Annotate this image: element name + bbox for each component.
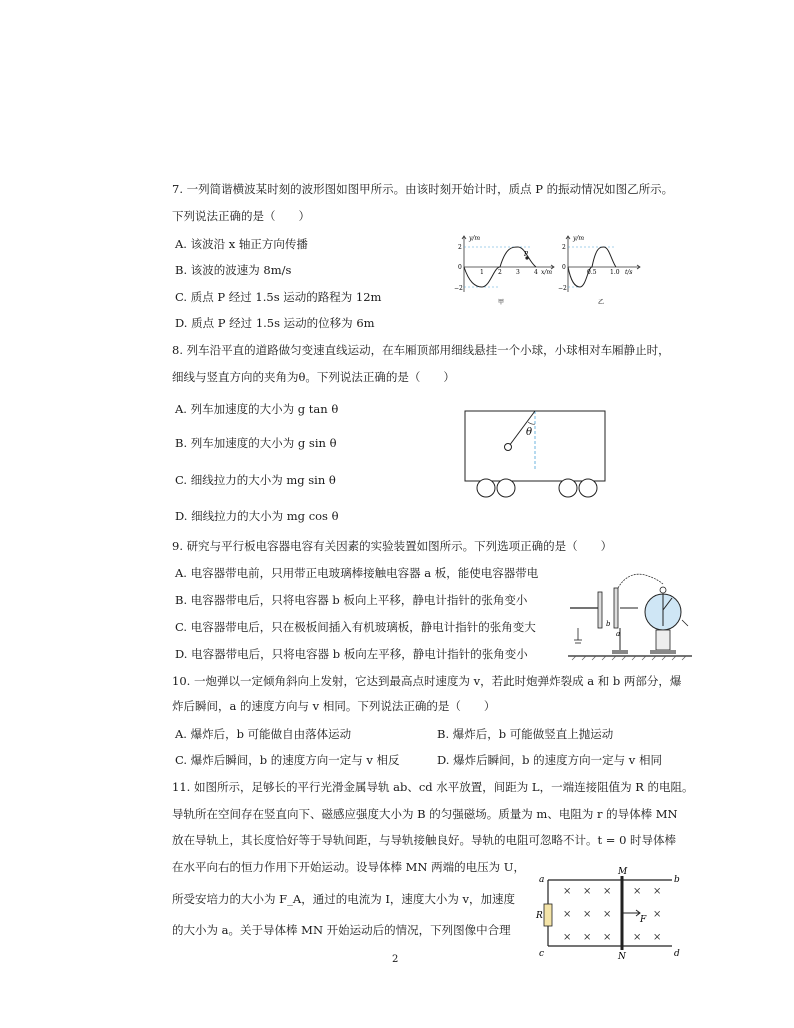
q7-yi-ytick-zero: 0 <box>562 264 566 271</box>
page-number: 2 <box>392 954 399 965</box>
q7-jia-xtick-1: 1 <box>480 269 484 276</box>
q11-stem-line-4: 在水平向右的恒力作用下开始运动。设导体棒 MN 两端的电压为 U， <box>172 860 525 874</box>
q7-jia-xlabel: x/m <box>541 269 553 276</box>
q7-option-c: C. 质点 P 经过 1.5s 运动的路程为 12m <box>175 290 382 304</box>
q9-option-d: D. 电容器带电后，只将电容器 b 板向左平移，静电计指针的张角变小 <box>175 647 528 661</box>
q7-jia-xtick-3: 3 <box>516 269 520 276</box>
field-cross-r2c1: × <box>563 909 572 920</box>
q8-angle-label: θ <box>526 427 533 438</box>
q11-stem-line-3: 放在导轨上，其长度恰好等于导轨间距，与导轨接触良好。导轨的电阻可忽略不计。t = 0 时导体棒 <box>172 833 677 847</box>
q9-option-b: B. 电容器带电后，只将电容器 b 板向上平移，静电计指针的张角变小 <box>175 593 528 607</box>
q10-stem-line-2: 炸后瞬间，a 的速度方向与 v 相同。下列说法正确的是（ ） <box>172 699 496 713</box>
q7-jia-xtick-2: 2 <box>498 269 502 276</box>
q8-train-car-figure <box>464 410 606 500</box>
q11-label-d: d <box>674 949 680 959</box>
q7-jia-xtick-4: 4 <box>534 269 538 276</box>
q7-yi-caption: 乙 <box>598 299 605 306</box>
q11-rail-circuit-figure <box>536 866 686 960</box>
field-cross-r2c5: × <box>653 909 662 920</box>
q7-jia-ytick-bottom: −2 <box>454 285 463 292</box>
q9-plate-b-label: b <box>606 620 611 628</box>
field-cross-r3c4: × <box>633 932 642 943</box>
field-cross-r2c2: × <box>583 909 592 920</box>
q7-yi-ytick-top: 2 <box>562 244 566 251</box>
field-cross-r1c1: × <box>563 886 572 897</box>
q7-option-b: B. 该波的波速为 8m/s <box>175 263 292 277</box>
q7-jia-ytick-zero: 0 <box>458 264 462 271</box>
q7-stem-line-2: 下列说法正确的是（ ） <box>172 209 310 223</box>
q7-figure-yi <box>556 232 646 310</box>
q7-yi-ylabel: y/m <box>573 235 585 242</box>
field-cross-r1c4: × <box>633 886 642 897</box>
q9-capacitor-electrometer-figure <box>568 566 692 660</box>
q11-label-f: F <box>640 915 647 925</box>
q8-option-a: A. 列车加速度的大小为 g tan θ <box>175 402 339 416</box>
q11-label-c: c <box>539 949 545 959</box>
q9-plate-a-label: a <box>616 630 621 638</box>
q9-option-c: C. 电容器带电后，只在极板间插入有机玻璃板，静电计指针的张角变大 <box>175 620 536 634</box>
q7-figure-jia <box>450 232 560 310</box>
field-cross-r1c5: × <box>653 886 662 897</box>
field-cross-r3c2: × <box>583 932 592 943</box>
q8-stem-line-2: 细线与竖直方向的夹角为θ。下列说法正确的是（ ） <box>172 370 455 384</box>
q7-yi-xlabel: t/s <box>625 269 633 276</box>
q7-jia-point-label: P <box>524 251 529 258</box>
q9-option-a: A. 电容器带电前，只用带正电玻璃棒接触电容器 a 板，能使电容器带电 <box>175 566 539 580</box>
q8-option-c: C. 细线拉力的大小为 mg sin θ <box>175 473 336 487</box>
q8-option-d: D. 细线拉力的大小为 mg cos θ <box>175 509 339 523</box>
q7-yi-xtick-1: 0.5 <box>587 269 597 276</box>
q7-option-d: D. 质点 P 经过 1.5s 运动的位移为 6m <box>175 316 375 330</box>
q11-stem-line-5: 所受安培力的大小为 F_A，通过的电流为 I，速度大小为 v，加速度 <box>172 892 516 906</box>
q9-stem-line-1: 9. 研究与平行板电容器电容有关因素的实验装置如图所示。下列选项正确的是（ ） <box>172 539 613 553</box>
q10-stem-line-1: 10. 一炮弹以一定倾角斜向上发射，它达到最高点时速度为 v，若此时炮弹炸裂成 a 和 b 两部分，爆 <box>172 674 682 688</box>
q11-label-n: N <box>618 952 626 962</box>
q7-jia-ytick-top: 2 <box>458 244 462 251</box>
q8-stem-line-1: 8. 列车沿平直的道路做匀变速直线运动，在车厢顶部用细线悬挂一个小球，小球相对车厢静止时， <box>172 343 670 357</box>
q10-option-c: C. 爆炸后瞬间，b 的速度方向一定与 v 相反 <box>175 753 400 767</box>
field-cross-r2c3: × <box>603 909 612 920</box>
q8-option-b: B. 列车加速度的大小为 g sin θ <box>175 436 337 450</box>
field-cross-r3c1: × <box>563 932 572 943</box>
q7-jia-caption: 甲 <box>498 299 505 306</box>
q11-label-b: b <box>674 875 680 885</box>
field-cross-r1c3: × <box>603 886 612 897</box>
q10-option-a: A. 爆炸后，b 可能做自由落体运动 <box>175 727 352 741</box>
q11-label-m: M <box>618 867 628 877</box>
q11-stem-line-2: 导轨所在空间存在竖直向下、磁感应强度大小为 B 的匀强磁场。质量为 m、电阻为 r 的导体棒 MN <box>172 807 678 821</box>
q7-yi-ytick-bottom: −2 <box>558 285 567 292</box>
q7-stem-line-1: 7. 一列简谐横波某时刻的波形图如图甲所示。由该时刻开始计时，质点 P 的振动情况如图乙所示。 <box>172 182 674 196</box>
field-cross-r3c3: × <box>603 932 612 943</box>
q11-stem-line-6: 的大小为 a。关于导体棒 MN 开始运动后的情况，下列图像中合理 <box>172 923 511 937</box>
q11-label-a: a <box>539 875 545 885</box>
field-cross-r1c2: × <box>583 886 592 897</box>
q10-option-b: B. 爆炸后，b 可能做竖直上抛运动 <box>437 727 614 741</box>
q7-yi-xtick-2: 1.0 <box>610 269 620 276</box>
q11-label-r: R <box>536 911 543 921</box>
q7-option-a: A. 该波沿 x 轴正方向传播 <box>175 237 308 251</box>
q10-option-d: D. 爆炸后瞬间，b 的速度方向一定与 v 相同 <box>437 753 662 767</box>
field-cross-r3c5: × <box>653 932 662 943</box>
q11-stem-line-1: 11. 如图所示，足够长的平行光滑金属导轨 ab、cd 水平放置，间距为 L，一端连接阻值为 R 的电阻。 <box>172 780 694 794</box>
q7-jia-ylabel: y/m <box>469 235 481 242</box>
